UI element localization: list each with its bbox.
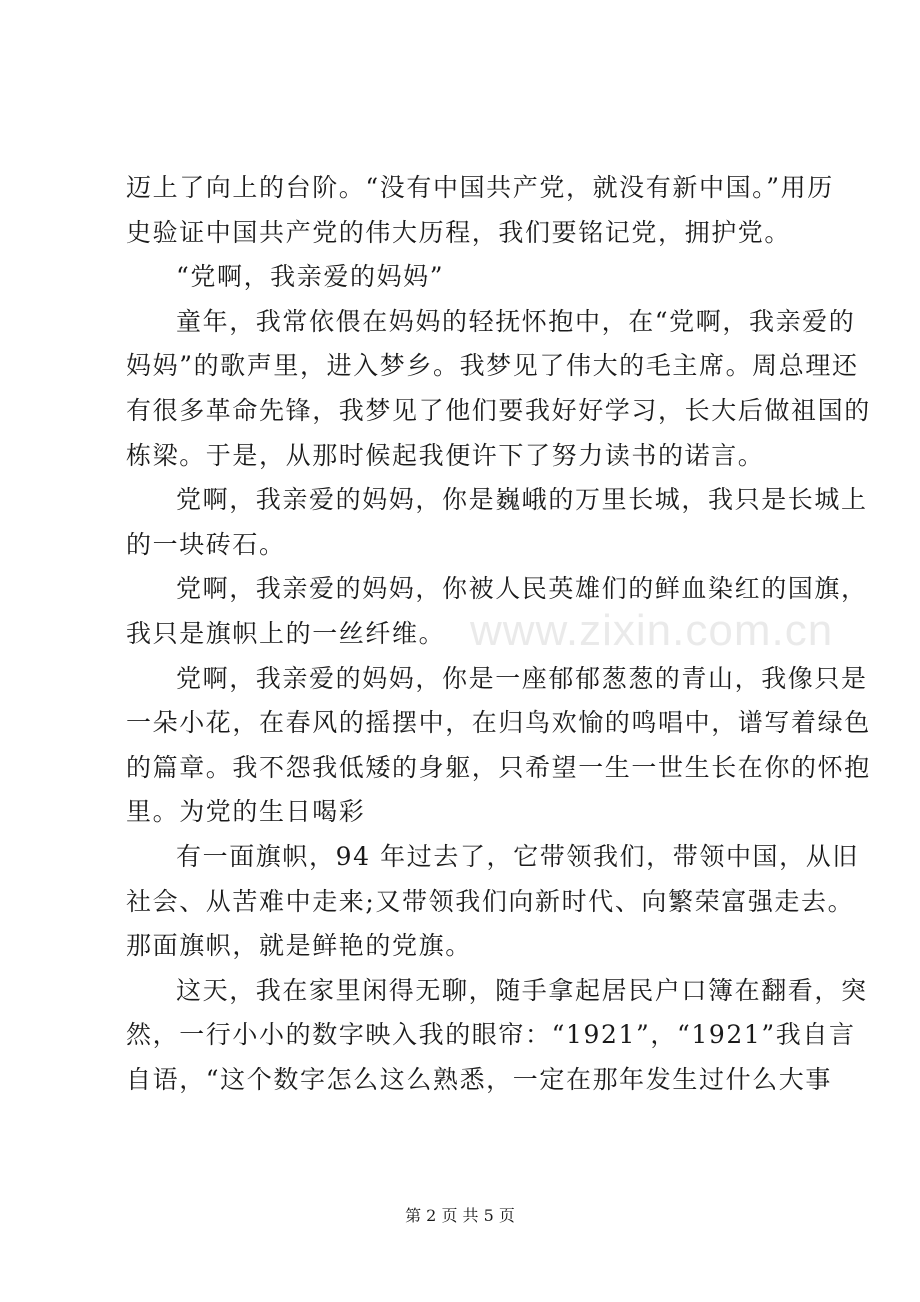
text-line: 史验证中国共产党的伟大历程，我们要铭记党，拥护党。 [126,217,792,247]
text-line: 自语，“这个数字怎么这么熟悉，一定在那年发生过什么大事 [126,1064,832,1094]
text-line: 一朵小花，在春风的摇摆中，在归鸟欢愉的鸣唱中，谱写着绿色 [126,708,871,738]
text-line: 童年，我常依偎在妈妈的轻抚怀抱中，在“党啊，我亲爱的 [176,306,856,336]
text-line: 党啊，我亲爱的妈妈，你是巍峨的万里长城，我只是长城上 [176,485,868,515]
text-line: 栋梁。于是，从那时候起我便许下了努力读书的诺言。 [126,440,765,470]
text-line: 有一面旗帜，94 年过去了，它带领我们，带领中国，从旧 [176,841,859,871]
text-line: 党啊，我亲爱的妈妈，你是一座郁郁葱葱的青山，我像只是 [176,663,868,693]
text-line: 然，一行小小的数字映入我的眼帘：“1921”，“1921”我自言 [126,1020,856,1050]
text-line: 妈妈”的歌声里，进入梦乡。我梦见了伟大的毛主席。周总理还 [126,351,859,381]
text-line: 这天，我在家里闲得无聊，随手拿起居民户口簿在翻看，突 [176,975,868,1005]
text-line: 党啊，我亲爱的妈妈，你被人民英雄们的鲜血染红的国旗， [176,574,868,604]
text-line: 我只是旗帜上的一丝纤维。 [126,618,446,648]
text-line: 的篇章。我不怨我低矮的身躯，只希望一生一世生长在你的怀抱 [126,752,871,782]
text-line: 里。为党的生日喝彩 [126,797,366,827]
watermark: www.zixin.com.cn [470,606,834,655]
section-heading: “党啊，我亲爱的妈妈” [176,262,445,292]
text-line: 迈上了向上的台阶。“没有中国共产党，就没有新中国。”用历 [126,173,834,202]
page-footer: 第 2 页 共 5 页 [405,1206,515,1225]
text-line: 的一块砖石。 [126,529,286,559]
text-line: 有很多革命先锋，我梦见了他们要我好好学习，长大后做祖国的 [126,395,871,425]
text-line: 社会、从苦难中走来;又带领我们向新时代、向繁荣富强走去。 [126,886,855,916]
text-line: 那面旗帜，就是鲜艳的党旗。 [126,931,472,961]
